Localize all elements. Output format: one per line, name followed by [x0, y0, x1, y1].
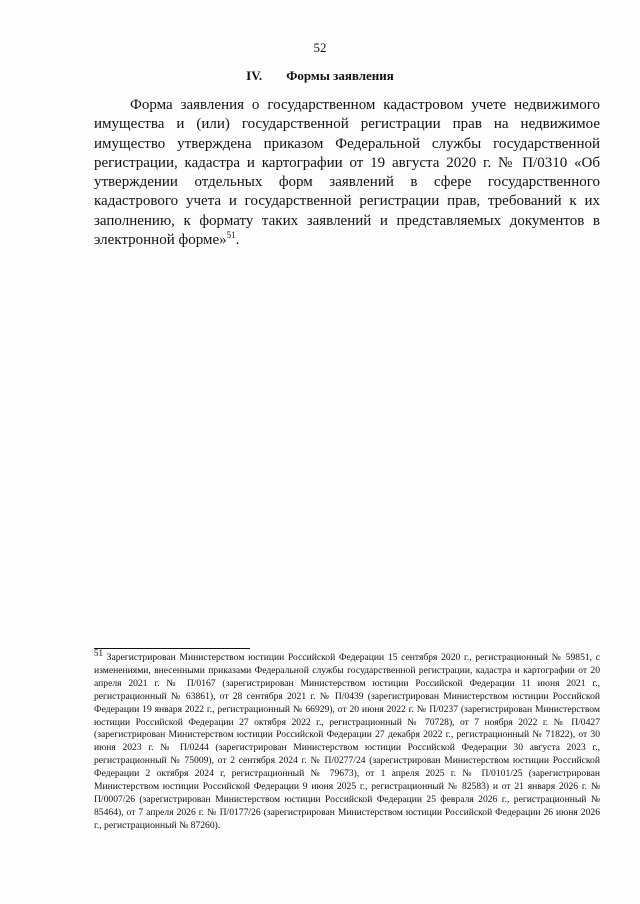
section-heading: [0, 68, 640, 84]
footnote-marker: 51: [94, 647, 103, 658]
footnote-divider: [94, 648, 250, 649]
page-number: 52: [313, 40, 327, 55]
main-paragraph-text: Форма заявления о государственном кадастровом учете недвижимого имущества и (или) государственной регистрации прав на недвижимое имущество утверждена приказом Федеральной службы государственной регистрации, кадастра и картографии от 19 августа 2020 г. № П/0310 «Об утверждении отдельных форм заявлений в сфере государственного кадастрового учета и государственной регистрации прав, требований к их заполнению, к формату таких заявлений и представляемых документов в электронной форме»: [94, 97, 600, 249]
footnote-text: Зарегистрирован Министерством юстиции Российской Федерации 15 сентября 2020 г., регистрационный № 59851, с изменениями, внесенными приказами Федеральной службы государственной регистрации, кадастра и картографии от 20 апреля 2021 г. № П/0167 (зарегистрирован Министерством юстиции Российской Федерации 11 июня 2021 г., регистрационный № 63861), от 28 сентября 2021 г. № П/0439 (зарегистрирован Министерством юстиции Российской Федерации 19 января 2022 г., регистрационный № 66929), от 20 июня 2022 г. № П/0237 (зарегистрирован Министерством юстиции Российской Федерации 27 октября 2022 г., регистрационный № 70728), от 7 ноября 2022 г. № П/0427 (зарегистрирован Министерством юстиции Российской Федерации 27 декабря 2022 г., регистрационный № 71822), от 30 июня 2023 г. № П/0244 (зарегистрирован Министерством юстиции Российской Федерации 30 августа 2023 г., регистрационный № 75009), от 2 сентября 2024 г. № П/0277/24 (зарегистрирован Министерством юстиции Российской Федерации 2 октября 2024 г, регистрационный № 79673), от 1 апреля 2025 г. № П/0101/25 (зарегистрирован Министерством юстиции Российской Федерации 9 июня 2025 г., регистрационный № 82583) и от 21 января 2026 г. № П/0007/26 (зарегистрирован Министерством юстиции Российской Федерации 25 февраля 2026 г., регистрационный № 85464), от 7 апреля 2026 г. № П/0177/26 (зарегистрирован Министерством юстиции Российской Федерации 26 июня 2026 г., регистрационный № 87260).: [94, 652, 600, 831]
section-number: IV.: [246, 68, 263, 83]
footnote-reference[interactable]: 51: [226, 230, 236, 241]
footnote: [94, 647, 600, 833]
main-paragraph: [94, 96, 600, 250]
section-title: Формы заявления: [286, 68, 394, 83]
main-paragraph-end: .: [235, 232, 240, 249]
